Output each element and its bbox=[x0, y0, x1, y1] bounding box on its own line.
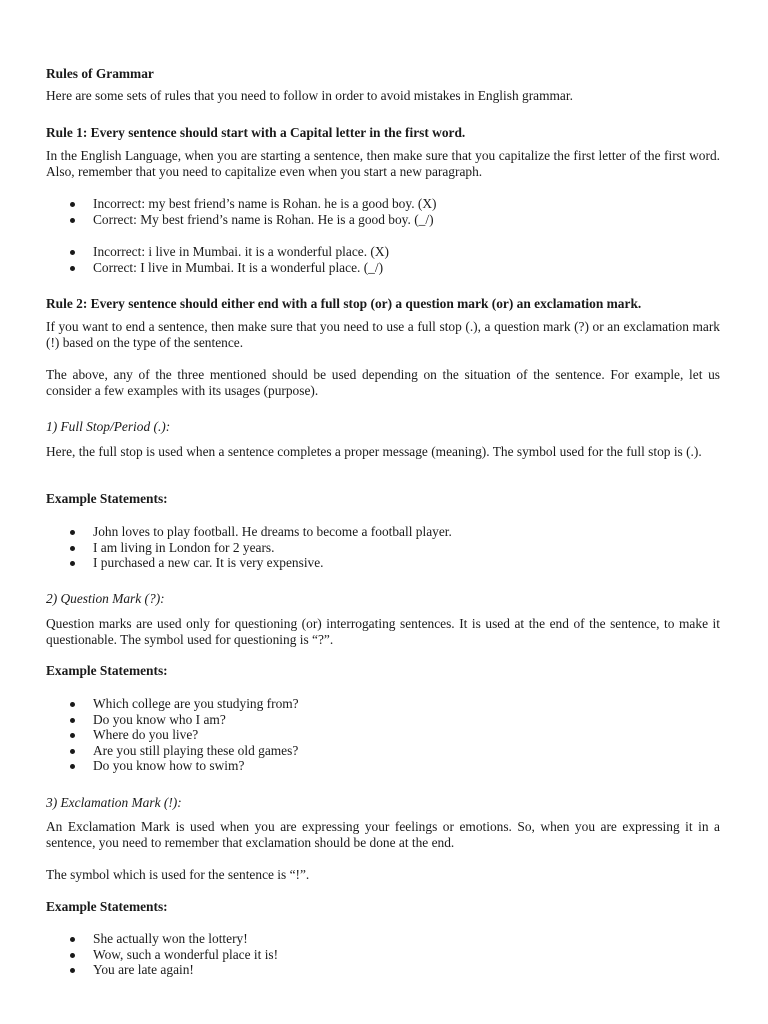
rule1-example-list-2 bbox=[46, 244, 720, 275]
fullstop-heading: 1) Full Stop/Period (.): bbox=[46, 419, 171, 434]
list-item: Incorrect: i live in Mumbai. it is a wonderful place. (X) bbox=[46, 244, 720, 260]
list-item: Where do you live? bbox=[46, 727, 720, 743]
rule1-heading: Rule 1: Every sentence should start with a Capital letter in the first word. bbox=[46, 125, 466, 140]
bullet-icon bbox=[70, 202, 75, 207]
fullstop-example-list bbox=[46, 524, 720, 571]
question-paragraph: Question marks are used only for questioning (or) interrogating sentences. It is used at the end of the sentence, to make it questionable. The symbol used for questioning is “?”. bbox=[46, 616, 720, 647]
bullet-icon bbox=[70, 266, 75, 271]
bullet-icon bbox=[70, 530, 75, 535]
bullet-icon bbox=[70, 250, 75, 255]
bullet-icon bbox=[70, 702, 75, 707]
bullet-icon bbox=[70, 953, 75, 958]
list-item: Do you know who I am? bbox=[46, 712, 720, 728]
rule1-paragraph: In the English Language, when you are starting a sentence, then make sure that you capitalize the first letter of the first word. Also, remember that you need to capitalize even when you start a new paragraph. bbox=[46, 148, 720, 179]
exclamation-paragraph-1: An Exclamation Mark is used when you are expressing your feelings or emotions. So, when you are expressing it in a sentence, you need to remember that exclamation should be done at the end. bbox=[46, 819, 720, 850]
rule2-paragraph-2: The above, any of the three mentioned should be used depending on the situation of the sentence. For example, let us consider a few examples with its usages (purpose). bbox=[46, 367, 720, 398]
rule1-example-list-1 bbox=[46, 196, 720, 227]
bullet-icon bbox=[70, 546, 75, 551]
exclamation-heading: 3) Exclamation Mark (!): bbox=[46, 795, 182, 810]
bullet-icon bbox=[70, 718, 75, 723]
question-example-list bbox=[46, 696, 720, 774]
rule2-heading: Rule 2: Every sentence should either end with a full stop (or) a question mark (or) an exclamation mark. bbox=[46, 296, 642, 311]
list-item: Incorrect: my best friend’s name is Rohan. he is a good boy. (X) bbox=[46, 196, 720, 212]
intro-paragraph: Here are some sets of rules that you need to follow in order to avoid mistakes in English grammar. bbox=[46, 88, 573, 103]
list-item: Which college are you studying from? bbox=[46, 696, 720, 712]
rule2-paragraph-1: If you want to end a sentence, then make sure that you need to use a full stop (.), a question mark (?) or an exclamation mark (!) based on the type of the sentence. bbox=[46, 319, 720, 350]
list-item: You are late again! bbox=[46, 962, 720, 978]
list-item: I am living in London for 2 years. bbox=[46, 540, 720, 556]
question-heading: 2) Question Mark (?): bbox=[46, 591, 165, 606]
bullet-icon bbox=[70, 764, 75, 769]
exclamation-examples-label: Example Statements: bbox=[46, 899, 168, 914]
list-item: John loves to play football. He dreams to become a football player. bbox=[46, 524, 720, 540]
list-item: Are you still playing these old games? bbox=[46, 743, 720, 759]
bullet-icon bbox=[70, 968, 75, 973]
bullet-icon bbox=[70, 733, 75, 738]
bullet-icon bbox=[70, 749, 75, 754]
bullet-icon bbox=[70, 218, 75, 223]
list-item: I purchased a new car. It is very expensive. bbox=[46, 555, 720, 571]
document-title: Rules of Grammar bbox=[46, 66, 154, 81]
list-item: Do you know how to swim? bbox=[46, 758, 720, 774]
list-item: Wow, such a wonderful place it is! bbox=[46, 947, 720, 963]
bullet-icon bbox=[70, 937, 75, 942]
fullstop-paragraph: Here, the full stop is used when a sentence completes a proper message (meaning). The symbol used for the full stop is (.). bbox=[46, 444, 702, 459]
fullstop-examples-label: Example Statements: bbox=[46, 491, 168, 506]
bullet-icon bbox=[70, 561, 75, 566]
question-examples-label: Example Statements: bbox=[46, 663, 168, 678]
list-item: Correct: My best friend’s name is Rohan. He is a good boy. (_/) bbox=[46, 212, 720, 228]
list-item: Correct: I live in Mumbai. It is a wonderful place. (_/) bbox=[46, 260, 720, 276]
list-item: She actually won the lottery! bbox=[46, 931, 720, 947]
exclamation-example-list bbox=[46, 931, 720, 978]
exclamation-paragraph-2: The symbol which is used for the sentence is “!”. bbox=[46, 867, 310, 882]
